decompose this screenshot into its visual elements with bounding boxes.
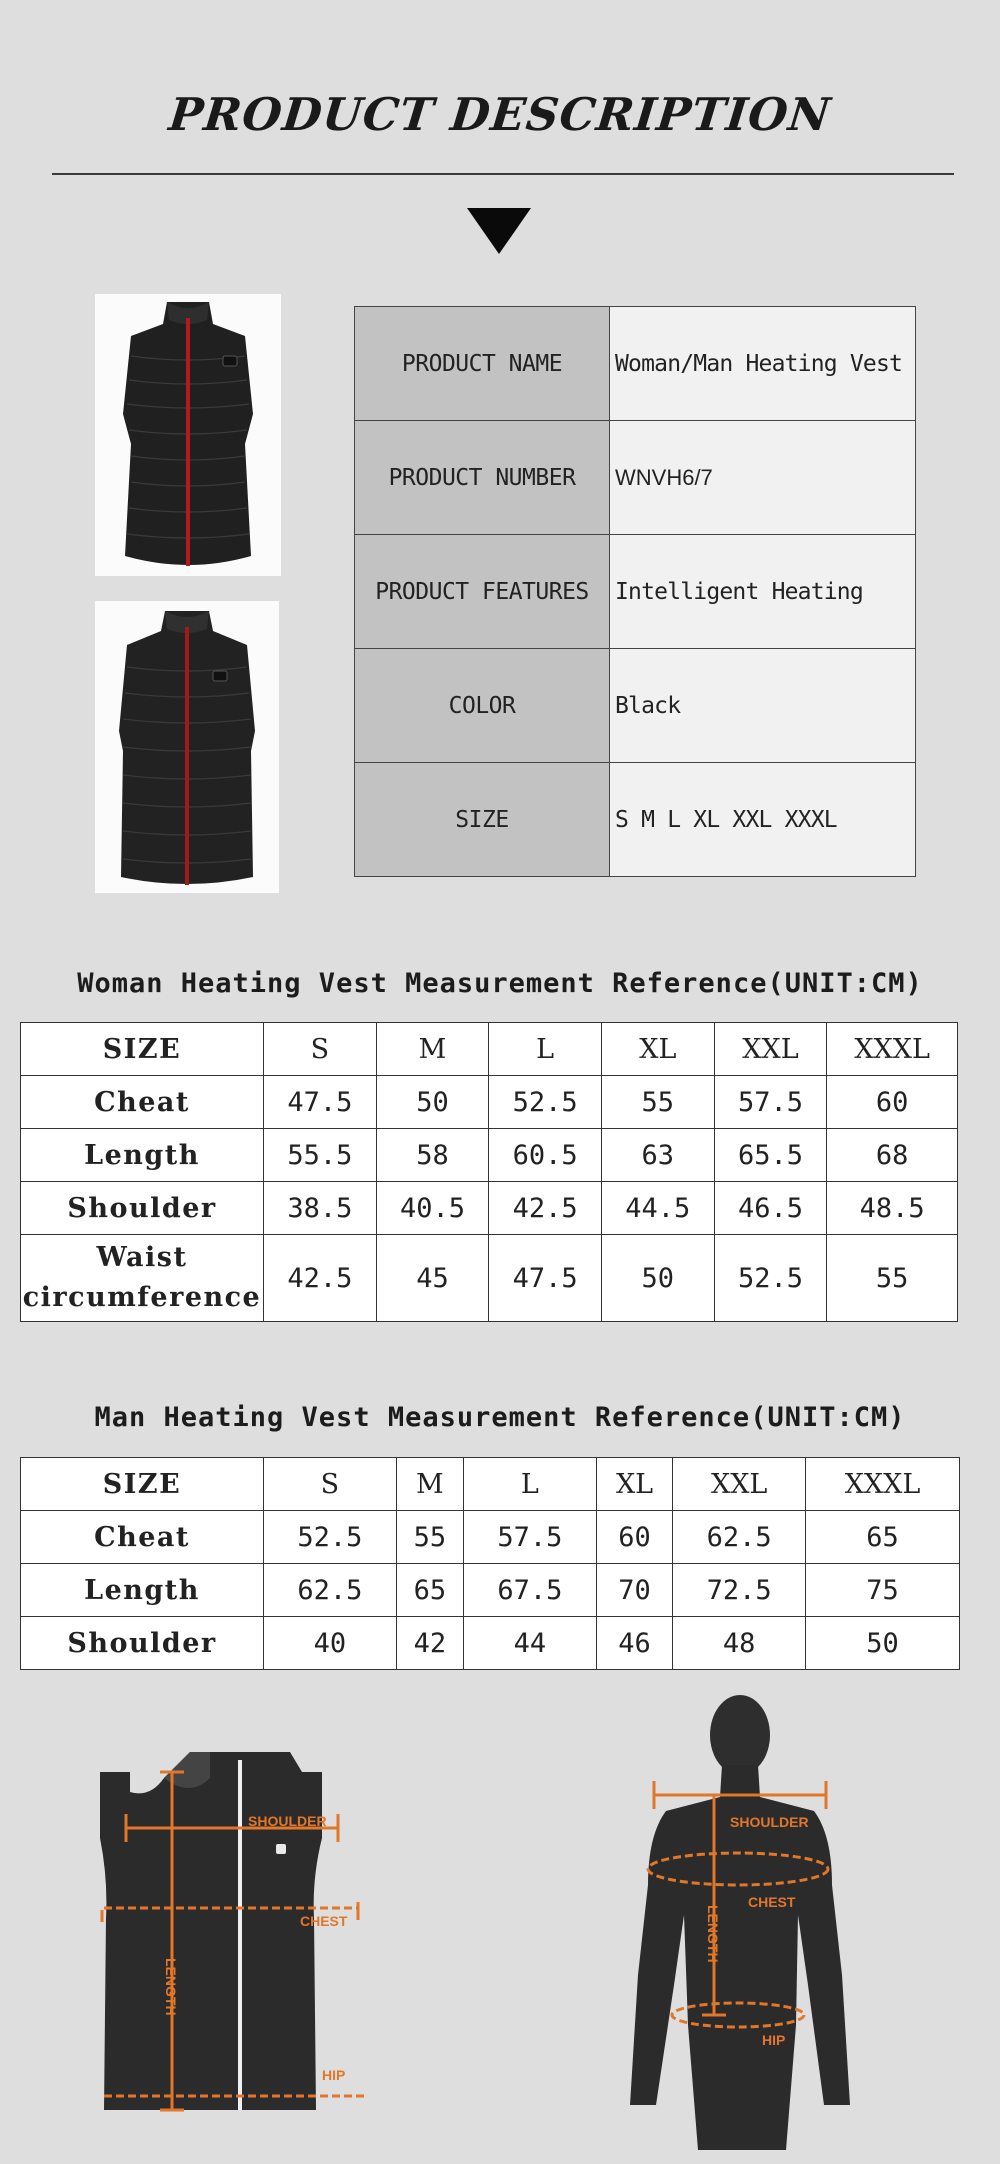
table-cell: 60.5 [489, 1129, 602, 1182]
table-cell: 50 [376, 1076, 489, 1129]
product-number-value: WNVH6/7 [610, 421, 916, 535]
header-cell: L [464, 1458, 597, 1511]
table-cell: 46.5 [714, 1182, 827, 1235]
table-cell: 62.5 [673, 1511, 806, 1564]
table-row [21, 1235, 958, 1322]
table-cell: 57.5 [464, 1511, 597, 1564]
product-number-row [355, 421, 916, 535]
row-label: Shoulder [21, 1182, 264, 1235]
table-cell: 47.5 [264, 1076, 377, 1129]
product-name-key: PRODUCT NAME [355, 307, 610, 421]
size-row [355, 763, 916, 877]
table-row [21, 1129, 958, 1182]
table-cell: 45 [376, 1235, 489, 1322]
table-cell: 55 [601, 1076, 714, 1129]
table-cell: 68 [827, 1129, 958, 1182]
table-cell: 38.5 [264, 1182, 377, 1235]
down-arrow-icon [467, 208, 531, 256]
header-cell: S [264, 1023, 377, 1076]
table-row [21, 1617, 960, 1670]
page-title: PRODUCT DESCRIPTION [166, 88, 834, 141]
table-cell: 67.5 [464, 1564, 597, 1617]
table-cell: 65 [806, 1511, 960, 1564]
table-cell: 44 [464, 1617, 597, 1670]
table-cell: 72.5 [673, 1564, 806, 1617]
color-value: Black [610, 649, 916, 763]
header-cell: L [489, 1023, 602, 1076]
header-cell: XXXL [827, 1023, 958, 1076]
table-cell: 48.5 [827, 1182, 958, 1235]
woman-table-caption: Woman Heating Vest Measurement Reference(UNIT:CM) [77, 968, 923, 999]
table-cell: 60 [827, 1076, 958, 1129]
table-cell: 55 [396, 1511, 463, 1564]
row-label: Length [21, 1129, 264, 1182]
vest-length-label: LENGTH [163, 1958, 179, 2016]
table-cell: 52.5 [489, 1076, 602, 1129]
man-table-caption: Man Heating Vest Measurement Reference(UNIT:CM) [94, 1402, 906, 1433]
product-features-value: Intelligent Heating [610, 535, 916, 649]
man-vest-photo [95, 601, 279, 893]
header-cell: SIZE [21, 1458, 264, 1511]
row-label: Waist circumference [21, 1235, 264, 1322]
woman-vest-photo [95, 294, 281, 576]
header-cell: SIZE [21, 1023, 264, 1076]
header-cell: XL [601, 1023, 714, 1076]
table-cell: 42 [396, 1617, 463, 1670]
table-cell: 62.5 [264, 1564, 397, 1617]
table-cell: 57.5 [714, 1076, 827, 1129]
header-cell: M [396, 1458, 463, 1511]
table-cell: 52.5 [714, 1235, 827, 1322]
table-cell: 48 [673, 1617, 806, 1670]
table-cell: 75 [806, 1564, 960, 1617]
size-key: SIZE [355, 763, 610, 877]
table-cell: 55.5 [264, 1129, 377, 1182]
table-row [21, 1511, 960, 1564]
table-cell: 42.5 [264, 1235, 377, 1322]
body-measurement-diagram [618, 1685, 858, 2150]
body-length-label: LENGTH [705, 1905, 721, 1963]
table-cell: 55 [827, 1235, 958, 1322]
table-cell: 63 [601, 1129, 714, 1182]
table-header-row [21, 1458, 960, 1511]
row-label: Shoulder [21, 1617, 264, 1670]
table-cell: 47.5 [489, 1235, 602, 1322]
header-cell: XL [596, 1458, 673, 1511]
row-label: Cheat [21, 1511, 264, 1564]
table-cell: 65 [396, 1564, 463, 1617]
product-number-key: PRODUCT NUMBER [355, 421, 610, 535]
table-cell: 52.5 [264, 1511, 397, 1564]
color-row [355, 649, 916, 763]
size-value: S M L XL XXL XXXL [610, 763, 916, 877]
table-cell: 50 [601, 1235, 714, 1322]
table-row [21, 1564, 960, 1617]
product-name-row [355, 307, 916, 421]
title-divider [52, 173, 954, 175]
vest-measurement-diagram [90, 1738, 380, 2120]
table-cell: 65.5 [714, 1129, 827, 1182]
header-cell: XXXL [806, 1458, 960, 1511]
table-row [21, 1182, 958, 1235]
row-label: Cheat [21, 1076, 264, 1129]
table-cell: 70 [596, 1564, 673, 1617]
table-row [21, 1076, 958, 1129]
header-cell: S [264, 1458, 397, 1511]
table-header-row [21, 1023, 958, 1076]
vest-shoulder-label: SHOULDER [248, 1813, 327, 1829]
table-cell: 40 [264, 1617, 397, 1670]
row-label: Length [21, 1564, 264, 1617]
table-cell: 40.5 [376, 1182, 489, 1235]
vest-hip-label: HIP [322, 2067, 346, 2083]
header-cell: M [376, 1023, 489, 1076]
table-cell: 44.5 [601, 1182, 714, 1235]
vest-chest-label: CHEST [300, 1913, 348, 1929]
table-cell: 46 [596, 1617, 673, 1670]
body-hip-label: HIP [762, 2032, 786, 2048]
color-key: COLOR [355, 649, 610, 763]
body-chest-label: CHEST [748, 1894, 796, 1910]
product-features-key: PRODUCT FEATURES [355, 535, 610, 649]
body-shoulder-label: SHOULDER [730, 1814, 809, 1830]
table-cell: 42.5 [489, 1182, 602, 1235]
woman-measurement-table [20, 1022, 958, 1322]
header-cell: XXL [673, 1458, 806, 1511]
table-cell: 60 [596, 1511, 673, 1564]
product-info-table [354, 306, 916, 877]
header-cell: XXL [714, 1023, 827, 1076]
table-cell: 58 [376, 1129, 489, 1182]
table-cell: 50 [806, 1617, 960, 1670]
man-measurement-table [20, 1457, 960, 1670]
product-name-value: Woman/Man Heating Vest [610, 307, 916, 421]
product-features-row [355, 535, 916, 649]
